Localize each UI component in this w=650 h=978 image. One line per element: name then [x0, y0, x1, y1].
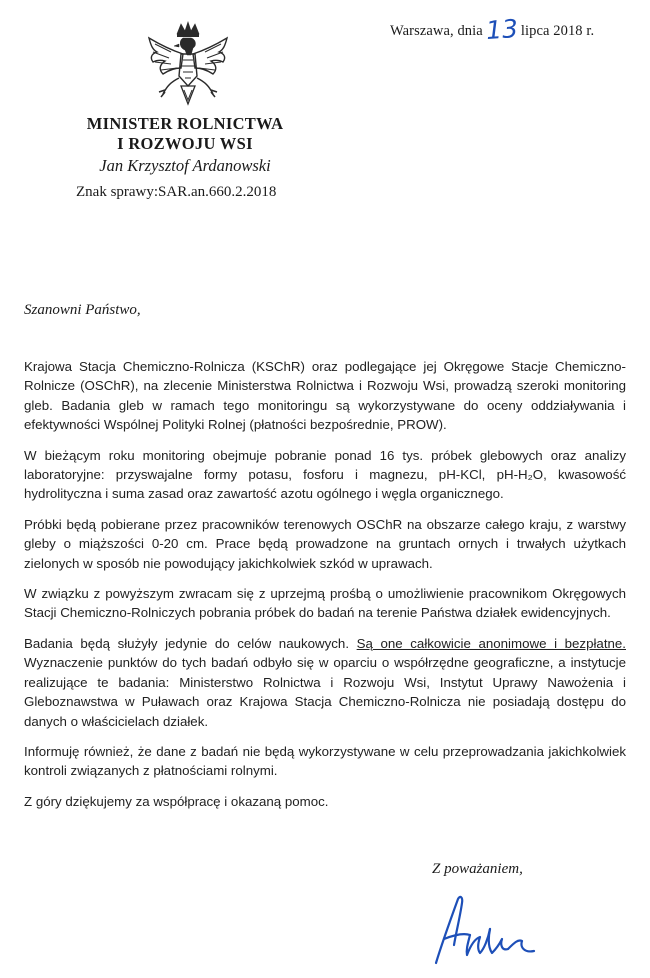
paragraph-2: W bieżącym roku monitoring obejmuje pobranie ponad 16 tys. próbek glebowych oraz analizy laboratoryjne: przyswajalne formy potasu, fosforu i magnezu, pH-KCl, pH-H₂O, kwasowość hydrolityczna i suma zasad oraz zawartość azotu ogólnego i węgla organicznego. [24, 447, 626, 502]
handwritten-signature [430, 893, 542, 965]
paragraph-5-rest: Wyznaczenie punktów do tych badań odbyło się w oparciu o współrzędne geograficzne, a instytucje realizujące te badania: Ministerstwo Rolnictwa i Rozwoju Wsi, Instytut Uprawy Nawożenia i Gleboznawstwa w Puławach oraz Krajowa Stacja Chemiczno-Rolnicza nie posiadają dostępu do danych o właścicielach działek. [24, 655, 626, 729]
minister-title-line2: I ROZWOJU WSI [117, 134, 253, 153]
paragraph-3: Próbki będą pobierane przez pracowników terenowych OSChR na obszarze całego kraju, z warstwy gleby o miąższości 0-20 cm. Prace będą prowadzone na gruntach ornych i trwałych użytkach zielonych w sposób nie powodujący jakichkolwiek szkód w uprawach. [24, 516, 626, 571]
date-line [390, 13, 595, 46]
minister-title-line1: MINISTER ROLNICTWA [86, 114, 284, 133]
sender-header [40, 114, 330, 176]
date-prefix: Warszawa, dnia [390, 23, 483, 39]
closing-phrase: Z poważaniem, [432, 861, 523, 877]
paragraph-6: Informuję również, że dane z badań nie będą wykorzystywane w celu przeprowadzania jakichkolwiek kontroli związanych z płatnościami rolnymi. [24, 743, 626, 779]
minister-name: Jan Krzysztof Ardanowski [99, 156, 271, 175]
letter-body [24, 357, 626, 822]
date-suffix: lipca 2018 r. [520, 23, 595, 39]
paragraph-4: W związku z powyższym zwracam się z uprzejmą prośbą o umożliwienie pracownikom Okręgowych Stacji Chemiczno-Rolniczych pobrania próbek do badań na terenie Państwa działek ewidencyjnych. [24, 586, 626, 621]
polish-eagle-emblem-icon [141, 20, 235, 116]
case-reference: Znak sprawy:SAR.an.660.2.2018 [76, 184, 277, 200]
handwritten-day: 13 [484, 13, 519, 46]
anonymity-statement: Są one całkowicie anonimowe i bezpłatne. [356, 635, 626, 651]
paragraph-5 [24, 634, 626, 731]
salutation: Szanowni Państwo, [24, 302, 141, 318]
paragraph-1: Krajowa Stacja Chemiczno-Rolnicza (KSChR) oraz podlegające jej Okręgowe Stacje Chemiczno-Rolnicze (OSChR), na zlecenie Ministerstwa Rolnictwa i Rozwoju Wsi, prowadzą szeroki monitoring gleb. Badania gleb w ramach tego monitoringu są wykorzystywane do oceny oddziaływania i efektywności Wspólnej Polityki Rolnej (płatności bezpośrednie, PROW). [24, 359, 626, 433]
paragraph-7: Z góry dziękujemy za współpracę i okazaną pomoc. [24, 793, 329, 809]
paragraph-5-start: Badania będą służyły jedynie do celów naukowych. [24, 635, 357, 651]
